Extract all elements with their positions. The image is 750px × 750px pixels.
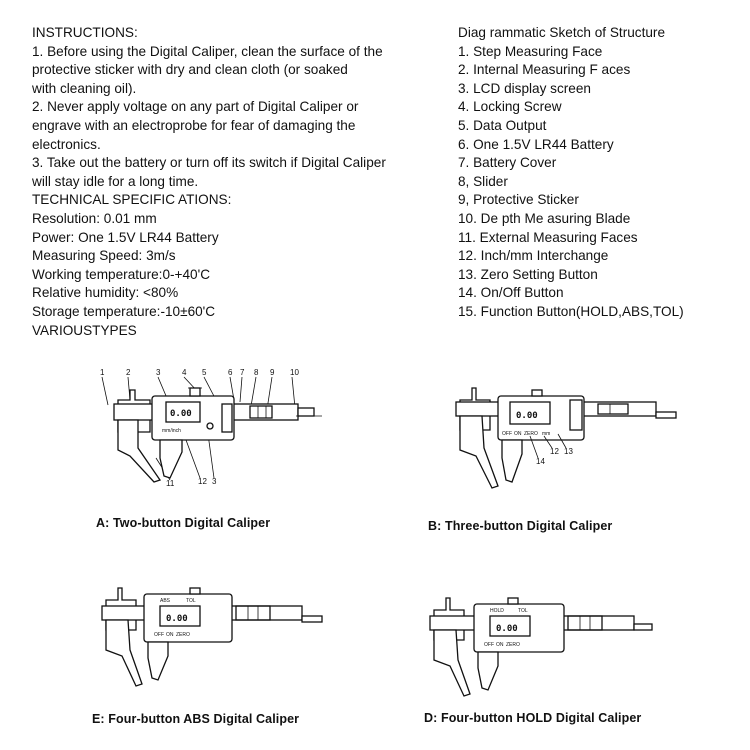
callout-a-8: 8 [254, 368, 259, 377]
structure-item: 6. One 1.5V LR44 Battery [458, 136, 614, 152]
lcd-reading-e: 0.00 [166, 614, 188, 624]
btn-label-e-on: ON [166, 632, 174, 638]
callout-b-13: 13 [564, 447, 573, 456]
btn-label-b-mm: mm [542, 431, 551, 437]
callout-a-4: 4 [182, 368, 187, 377]
callout-a-11: 11 [166, 479, 175, 488]
structure-item: 15. Function Button(HOLD,ABS,TOL) [458, 303, 684, 319]
structure-item: 9, Protective Sticker [458, 192, 579, 208]
callout-a-2: 2 [126, 368, 131, 377]
lcd-reading-d: 0.00 [496, 624, 518, 634]
types-heading: VARIOUSTYPES [32, 322, 137, 338]
spec-line: Working temperature:0-+40'C [32, 266, 211, 282]
instruction-line: protective sticker with dry and clean cloth (or soaked [32, 62, 348, 78]
callout-a-7: 7 [240, 368, 245, 377]
callout-a-5: 5 [202, 368, 207, 377]
spec-line: Power: One 1.5V LR44 Battery [32, 229, 219, 245]
caliper-figure-e [90, 580, 330, 700]
structure-heading: Diag rammatic Sketch of Structure [458, 25, 665, 40]
callout-b-14: 14 [536, 457, 545, 466]
caliper-figure-d [418, 594, 658, 704]
caption-figure-d: D: Four-button HOLD Digital Caliper [424, 711, 642, 725]
instruction-line: 3. Take out the battery or turn off its switch if Digital Caliper [32, 155, 386, 171]
btn-label-d-on: ON [496, 642, 504, 648]
spec-line: Resolution: 0.01 mm [32, 210, 157, 226]
structure-item: 3. LCD display screen [458, 80, 591, 96]
callout-a-9: 9 [270, 368, 275, 377]
instruction-line: 2. Never apply voltage on any part of Digital Caliper or [32, 99, 359, 115]
lcd-label-a: mm/inch [162, 428, 181, 434]
instructions-heading: INSTRUCTIONS: [32, 25, 138, 40]
spec-line: Measuring Speed: 3m/s [32, 248, 176, 264]
btn-label-d-tol: TOL [518, 608, 528, 614]
instruction-line: engrave with an electroprobe for fear of damaging the [32, 117, 356, 133]
btn-label-d-zero: ZERO [506, 642, 520, 648]
structure-item: 5. Data Output [458, 117, 547, 133]
lcd-reading-b: 0.00 [516, 411, 538, 421]
btn-label-b-off: OFF [502, 431, 512, 437]
specs-heading: TECHNICAL SPECIFIC ATIONS: [32, 192, 232, 208]
btn-label-e-off: OFF [154, 632, 164, 638]
btn-label-d-off: OFF [484, 642, 494, 648]
spec-line: Storage temperature:-10±60'C [32, 303, 216, 319]
structure-item: 12. Inch/mm Interchange [458, 248, 609, 264]
structure-item: 13. Zero Setting Button [458, 266, 598, 282]
structure-item: 4. Locking Screw [458, 99, 562, 115]
structure-item: 11. External Measuring Faces [458, 229, 638, 245]
instruction-line: electronics. [32, 136, 101, 152]
caliper-figure-b [440, 378, 690, 508]
btn-label-b-zero: ZERO [524, 431, 538, 437]
callout-a-1: 1 [100, 368, 105, 377]
callout-a-10: 10 [290, 368, 299, 377]
callout-a-6: 6 [228, 368, 233, 377]
caption-figure-e: E: Four-button ABS Digital Caliper [92, 712, 300, 726]
callout-a-3b: 3 [212, 477, 217, 486]
structure-item: 14. On/Off Button [458, 285, 564, 301]
lcd-reading-a: 0.00 [170, 409, 192, 419]
structure-item: 2. Internal Measuring F aces [458, 62, 631, 78]
btn-label-e-zero: ZERO [176, 632, 190, 638]
callout-a-12: 12 [198, 477, 207, 486]
spec-line: Relative humidity: <80% [32, 285, 179, 301]
btn-label-d-hold: HOLD [490, 608, 504, 614]
caliper-figure-a [90, 360, 330, 500]
structure-item: 1. Step Measuring Face [458, 43, 603, 59]
left-column [32, 24, 442, 340]
structure-item: 7. Battery Cover [458, 155, 557, 171]
instruction-line: 1. Before using the Digital Caliper, clean the surface of the [32, 43, 383, 59]
btn-label-e-abs: ABS [160, 598, 171, 604]
caption-figure-b: B: Three-button Digital Caliper [428, 519, 613, 533]
structure-item: 10. De pth Me asuring Blade [458, 210, 631, 226]
caption-figure-a: A: Two-button Digital Caliper [96, 516, 271, 530]
callout-b-12: 12 [550, 447, 559, 456]
btn-label-b-on: ON [514, 431, 522, 437]
structure-item: 8, Slider [458, 173, 508, 189]
instruction-line: will stay idle for a long time. [32, 173, 199, 189]
right-column [458, 24, 748, 322]
callout-a-3: 3 [156, 368, 161, 377]
btn-label-e-tol: TOL [186, 598, 196, 604]
instruction-line: with cleaning oil). [32, 80, 137, 96]
